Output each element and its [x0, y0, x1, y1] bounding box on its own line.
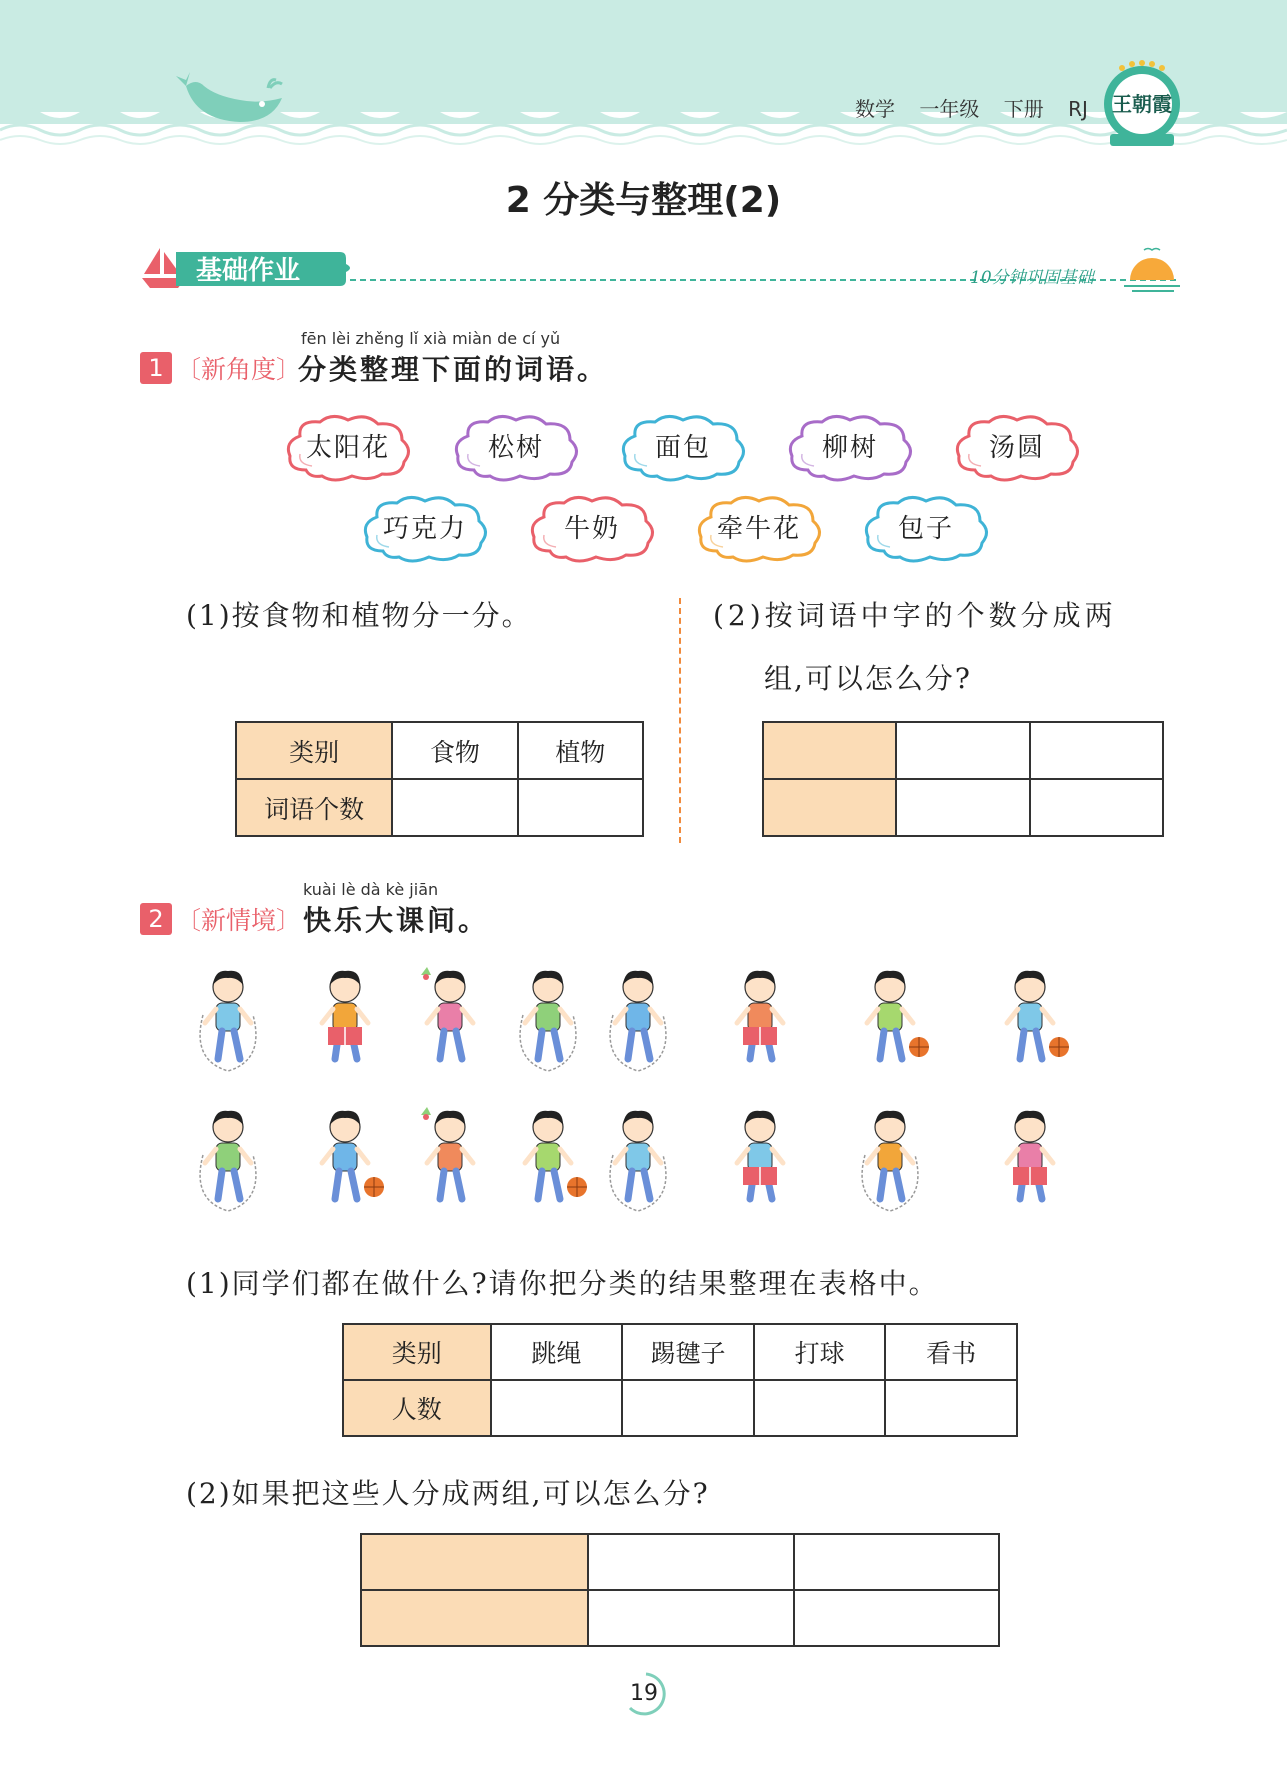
- volume-label: 下册: [1003, 97, 1044, 121]
- word-cloud-willow-tree[interactable]: [784, 412, 916, 484]
- word-cloud-label: 柳树: [821, 433, 878, 463]
- q1-answer-plant-count[interactable]: [518, 779, 643, 836]
- q2-pinyin: kuài lè dà kè jiān: [303, 880, 439, 899]
- word-cloud-chocolate[interactable]: [359, 493, 491, 565]
- q2-table-header-jump-rope: 跳绳: [491, 1324, 623, 1380]
- q2-table-header-ball: 打球: [754, 1324, 886, 1380]
- child-shuttle-figure: [405, 1105, 495, 1217]
- svg-text:王朝霞: 王朝霞: [1112, 92, 1172, 116]
- q2-table-header-reading: 看书: [885, 1324, 1017, 1380]
- grade-label: 一年级: [919, 97, 980, 121]
- child-rope-figure: [503, 965, 593, 1077]
- q2b-cell[interactable]: [361, 1534, 588, 1590]
- q2b-cell[interactable]: [794, 1590, 999, 1646]
- q1-pinyin: fēn lèi zhěng lǐ xià miàn de cí yǔ: [301, 329, 561, 348]
- edition-label: RJ: [1068, 97, 1088, 121]
- lesson-title: 2 分类与整理(2): [505, 180, 782, 221]
- child-book-figure: [985, 1105, 1075, 1217]
- word-cloud-milk[interactable]: [526, 493, 658, 565]
- child-rope-figure: [845, 1105, 935, 1217]
- q1b-cell[interactable]: [763, 722, 896, 779]
- word-cloud-label: 松树: [487, 433, 544, 463]
- word-cloud-bread[interactable]: [617, 412, 749, 484]
- q2-tag: 〔新情境〕: [176, 906, 302, 935]
- q2-text: 快乐大课间。: [303, 904, 490, 937]
- word-cloud-label: 包子: [897, 514, 954, 544]
- q1-table-header-category: 类别: [236, 722, 392, 779]
- q1-tag: 〔新角度〕: [176, 355, 302, 384]
- q2b-cell[interactable]: [588, 1534, 793, 1590]
- child-rope-figure: [593, 1105, 683, 1217]
- child-ball-figure: [503, 1105, 593, 1217]
- word-cloud-tangyuan[interactable]: [951, 412, 1083, 484]
- q2-number: 2: [140, 903, 172, 935]
- child-shuttle-figure: [405, 965, 495, 1077]
- q2-answer-shuttlecock[interactable]: [622, 1380, 754, 1436]
- q2-table-groups: [360, 1533, 1000, 1647]
- q2-answer-ball[interactable]: [754, 1380, 886, 1436]
- q1b-cell[interactable]: [763, 779, 896, 836]
- q2b-cell[interactable]: [361, 1590, 588, 1646]
- word-cloud-label: 牛奶: [563, 514, 620, 544]
- q2b-cell[interactable]: [794, 1534, 999, 1590]
- q2-table-activity: [342, 1323, 1018, 1437]
- q2-table-header-category: 类别: [343, 1324, 491, 1380]
- q1-table-header-food: 食物: [392, 722, 517, 779]
- publisher-logo: [1100, 60, 1184, 150]
- q2-part1-prompt: (1)同学们都在做什么?请你把分类的结果整理在表格中。: [186, 1267, 939, 1300]
- q1-table-food-plant: [235, 721, 644, 837]
- q1b-cell[interactable]: [896, 779, 1029, 836]
- header-wave-band: [0, 0, 1287, 150]
- q1-answer-food-count[interactable]: [392, 779, 517, 836]
- word-cloud-label: 汤圆: [988, 433, 1045, 463]
- page-number-text: 19: [630, 1681, 658, 1706]
- child-rope-figure: [183, 1105, 273, 1217]
- child-ball-figure: [985, 965, 1075, 1077]
- q1-part2-prompt-line1: (2)按词语中字的个数分成两: [713, 599, 1117, 632]
- sunrise-icon: [1124, 249, 1180, 292]
- q2-answer-jump-rope[interactable]: [491, 1380, 623, 1436]
- word-cloud-label: 面包: [654, 433, 711, 463]
- q2-table-row-label: 人数: [343, 1380, 491, 1436]
- word-cloud-sunflower[interactable]: [282, 412, 414, 484]
- word-cloud-pine-tree[interactable]: [450, 412, 582, 484]
- subject-label: 数学: [855, 97, 895, 121]
- child-rope-figure: [593, 965, 683, 1077]
- q1b-cell[interactable]: [1030, 779, 1163, 836]
- child-ball-figure: [845, 965, 935, 1077]
- word-cloud-label: 太阳花: [305, 433, 390, 463]
- header-info: [855, 93, 1106, 122]
- q1-part2-prompt-line2: 组,可以怎么分?: [764, 662, 972, 695]
- q1-table-char-count: [762, 721, 1164, 837]
- q1b-cell[interactable]: [1030, 722, 1163, 779]
- section-note: 10分钟巩固基础: [970, 268, 1094, 288]
- section-label: 基础作业: [196, 256, 301, 286]
- child-book-figure: [715, 1105, 805, 1217]
- child-book-figure: [715, 965, 805, 1077]
- child-ball-figure: [300, 1105, 390, 1217]
- q1-table-row-label: 词语个数: [236, 779, 392, 836]
- q2-table-header-shuttlecock: 踢毽子: [622, 1324, 754, 1380]
- q1-table-header-plant: 植物: [518, 722, 643, 779]
- q1b-cell[interactable]: [896, 722, 1029, 779]
- child-rope-figure: [183, 965, 273, 1077]
- dashed-divider: [679, 598, 681, 843]
- word-cloud-baozi[interactable]: [860, 493, 992, 565]
- q1-number: 1: [140, 352, 172, 384]
- child-book-figure: [300, 965, 390, 1077]
- word-cloud-label: 牵牛花: [716, 514, 801, 544]
- q2-answer-reading[interactable]: [885, 1380, 1017, 1436]
- q1-text: 分类整理下面的词语。: [298, 353, 609, 386]
- q2b-cell[interactable]: [588, 1590, 793, 1646]
- q2-part2-prompt: (2)如果把这些人分成两组,可以怎么分?: [186, 1477, 710, 1510]
- word-cloud-morning-glory[interactable]: [693, 493, 825, 565]
- page-number: [620, 1668, 668, 1720]
- word-cloud-label: 巧克力: [382, 514, 467, 544]
- q1-part1-prompt: (1)按食物和植物分一分。: [186, 599, 532, 632]
